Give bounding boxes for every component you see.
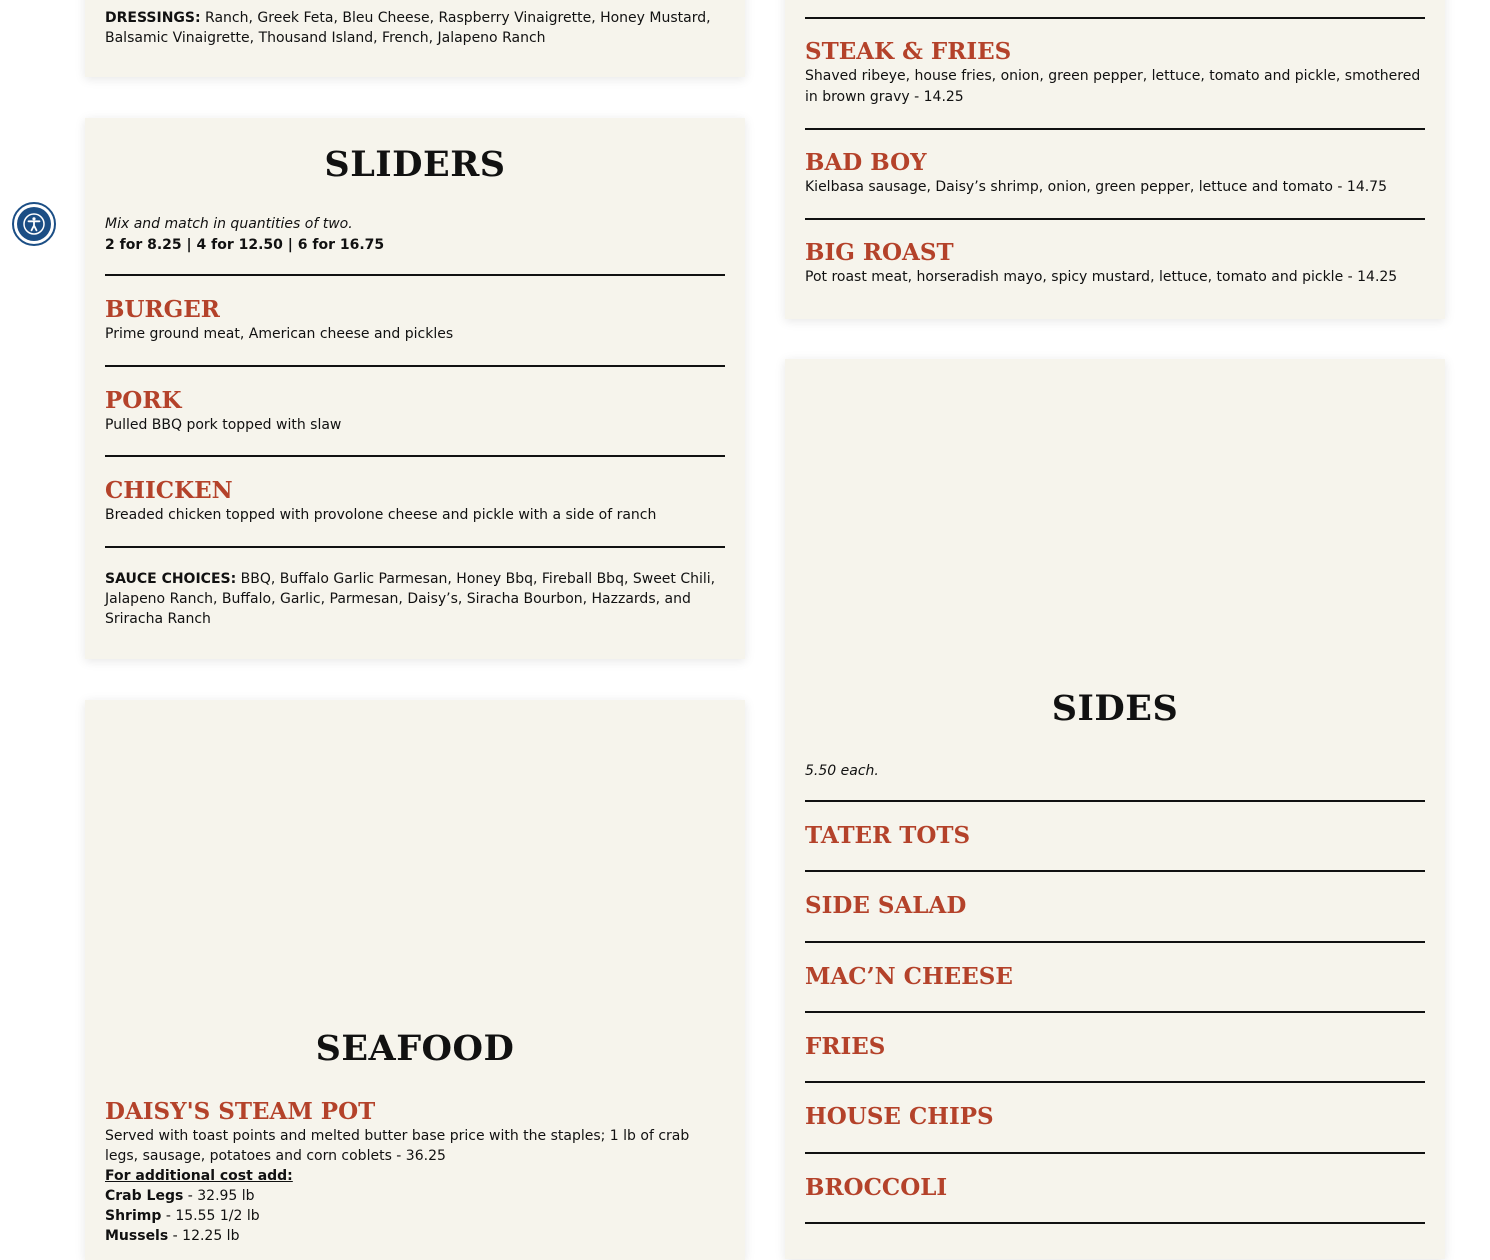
menu-item (105, 296, 725, 344)
accessibility-button[interactable] (12, 202, 56, 246)
divider (105, 546, 725, 548)
divider (805, 1081, 1425, 1083)
sides-title: SIDES (1051, 688, 1179, 729)
item-name: PORK (105, 387, 182, 414)
dressings-text (105, 8, 725, 48)
item-name: CHICKEN (105, 477, 233, 504)
divider (105, 455, 725, 457)
divider (805, 1222, 1425, 1224)
menu-item (105, 477, 725, 525)
menu-item (805, 239, 1425, 287)
addon-item (105, 1186, 725, 1206)
addon-price: - 12.25 lb (168, 1228, 240, 1244)
addon-item (105, 1206, 725, 1226)
menu-item (805, 149, 1425, 197)
sides-card (785, 359, 1445, 1259)
item-description: Pulled BBQ pork topped with slaw (105, 417, 342, 433)
addon-item (105, 1226, 725, 1246)
menu-item (105, 1098, 725, 1246)
addon-name: Mussels (105, 1228, 169, 1244)
sauce-label: SAUCE CHOICES: (105, 571, 237, 587)
item-name: BAD BOY (805, 149, 927, 176)
sauce-choices (105, 569, 725, 629)
sauce-list: BBQ, Buffalo Garlic Parmesan, Honey Bbq, Fireball Bbq, Sweet Chili, Jalapeno Ranch, Buffalo, Garlic, Parmesan, Daisy’s, Siracha Bourbon, Hazzards, and Sriracha Ranch (105, 571, 716, 627)
dressings-label: DRESSINGS: (105, 10, 201, 26)
salads-card (85, 0, 745, 77)
divider (805, 218, 1425, 220)
side-item: SIDE SALAD (805, 892, 967, 919)
divider (805, 1011, 1425, 1013)
addon-price: - 15.55 1/2 lb (161, 1208, 260, 1224)
divider (805, 800, 1425, 802)
item-description: Pot roast meat, horseradish mayo, spicy mustard, lettuce, tomato and pickle - 14.25 (805, 269, 1398, 285)
divider (105, 365, 725, 367)
sides-note: 5.50 each. (805, 763, 879, 779)
menu-item (805, 38, 1425, 108)
divider (805, 870, 1425, 872)
seafood-card (85, 700, 745, 1260)
sliders-title: SLIDERS (324, 144, 506, 185)
divider (805, 17, 1425, 19)
side-item: TATER TOTS (805, 822, 971, 849)
side-item: MAC’N CHEESE (805, 963, 1013, 990)
addon-name: Shrimp (105, 1208, 162, 1224)
sliders-pricing: 2 for 8.25 | 4 for 12.50 | 6 for 16.75 (105, 237, 385, 253)
divider (105, 274, 725, 276)
side-item: HOUSE CHIPS (805, 1103, 994, 1130)
side-item: FRIES (805, 1033, 886, 1060)
item-name: BIG ROAST (805, 239, 954, 266)
side-item: BROCCOLI (805, 1174, 948, 1201)
item-description: Breaded chicken topped with provolone cheese and pickle with a side of ranch (105, 507, 657, 523)
item-description: Prime ground meat, American cheese and pickles (105, 326, 454, 342)
divider (805, 941, 1425, 943)
dressings-list: Ranch, Greek Feta, Bleu Cheese, Raspberry Vinaigrette, Honey Mustard, Balsamic Vinaigrette, Thousand Island, French, Jalapeno Ranch (105, 10, 711, 46)
addon-name: Crab Legs (105, 1188, 184, 1204)
item-description: Shaved ribeye, house fries, onion, green pepper, lettuce, tomato and pickle, smothered in brown gravy - 14.25 (805, 68, 1421, 105)
divider (805, 1152, 1425, 1154)
item-description: Kielbasa sausage, Daisy’s shrimp, onion, green pepper, lettuce and tomato - 14.75 (805, 179, 1387, 195)
item-name: BURGER (105, 296, 220, 323)
accessibility-icon (17, 207, 51, 241)
seafood-title: SEAFOOD (315, 1028, 515, 1069)
divider (805, 128, 1425, 130)
sliders-note: Mix and match in quantities of two. (105, 216, 353, 232)
sliders-card (85, 118, 745, 659)
addon-price: - 32.95 lb (183, 1188, 255, 1204)
sandwiches-card (785, 0, 1445, 319)
item-name: DAISY'S STEAM POT (105, 1098, 376, 1125)
item-description: Served with toast points and melted butter base price with the staples; 1 lb of crab legs, sausage, potatoes and corn coblets - 36.25 (105, 1128, 690, 1164)
menu-item (105, 387, 725, 435)
item-name: STEAK & FRIES (805, 38, 1012, 65)
additional-cost-label: For additional cost add: (105, 1168, 293, 1184)
